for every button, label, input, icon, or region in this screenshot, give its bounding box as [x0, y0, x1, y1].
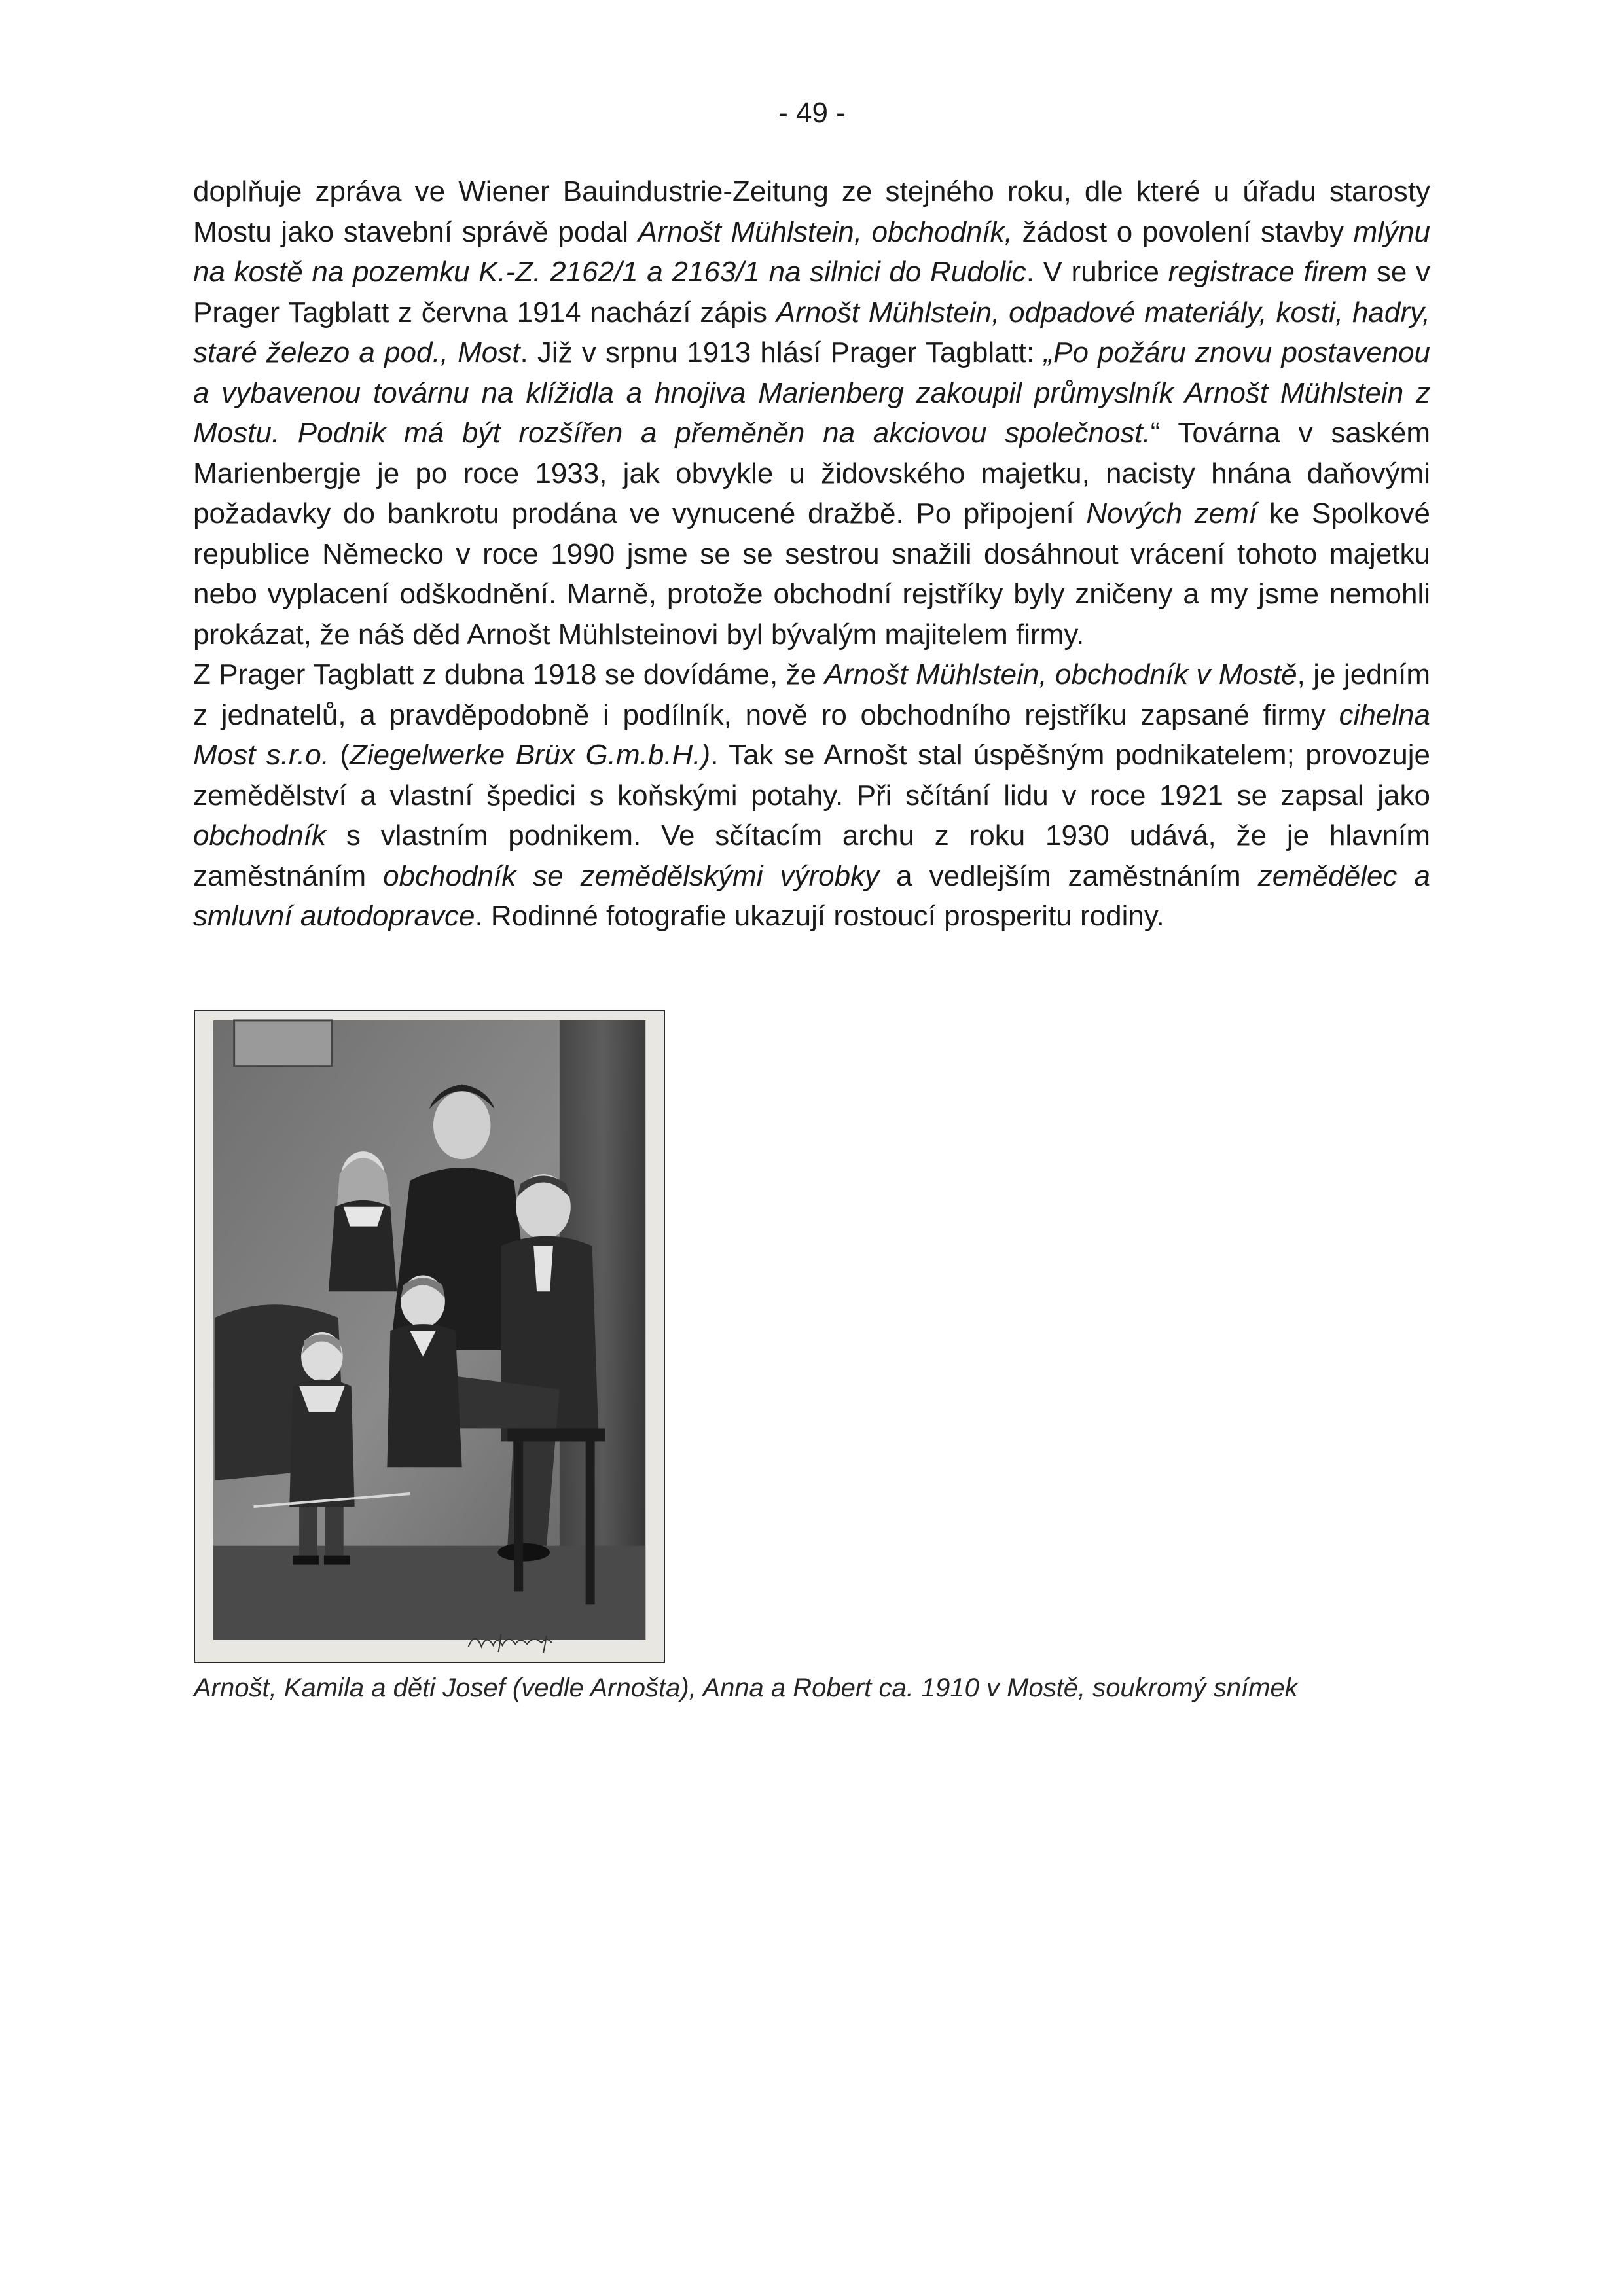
- text-run: s vlastním podnikem. Ve sčítacím archu z roku 1930 udává, že je hlavním zaměstnáním: [193, 819, 1430, 892]
- text-run: ke Spolkové republice Německo v roce 1990 jsme se se sestrou snažili dosáhnout vrácení tohoto majetku nebo vyplacení odškodnění. Marně, protože obchodní rejstříky byly zničeny a my jsme nemohli prokázat, že náš děd Arnošt Mühlsteinovi byl bývalým majitelem firmy.: [193, 497, 1430, 651]
- italic-run: Arnošt Mühlstein, obchodník v Mostě: [824, 658, 1297, 691]
- text-run: “ Továrna v saském Marienbergje je po roce 1933, jak obvykle u židovského majetku, nacisty hnána daňovými požadavky do bankrotu prodána ve vynucené dražbě. Po připojení: [193, 417, 1430, 529]
- text-run: . Již v srpnu 1913 hlásí Prager Tagblatt:: [520, 336, 1044, 368]
- text-run: se v Prager Tagblatt z června 1914 nachází zápis: [193, 256, 1431, 329]
- italic-run: mlýnu na kostě na pozemku K.-Z. 2162/1 a 2163/1 na silnici do Rudolic: [193, 215, 1430, 288]
- italic-run: registrace firem: [1168, 256, 1368, 288]
- paragraph-1: [193, 171, 1430, 655]
- italic-run: zemědělec a smluvní autodopravce: [193, 859, 1430, 932]
- text-run: žádost o povolení stavby: [1012, 215, 1354, 248]
- text-run: doplňuje zpráva ve Wiener Bauindustrie-Zeitung ze stejného roku, dle které u úřadu starosty Mostu jako stavební správě podal: [193, 175, 1430, 248]
- text-run: . V rubrice: [1026, 256, 1168, 288]
- italic-run: cihelna Most s.r.o.: [193, 698, 1430, 771]
- italic-run: obchodník se zemědělskými výrobky: [383, 859, 880, 892]
- text-run: a vedlejším zaměstnáním: [879, 859, 1258, 892]
- text-run: . Tak se Arnošt stal úspěšným podnikatelem; provozuje zemědělství a vlastní špedici s koňskými potahy. Při sčítání lidu v roce 1921 se zapsal jako: [193, 739, 1430, 812]
- italic-run: Ziegelwerke Brüx G.m.b.H.): [350, 739, 711, 771]
- text-run: , je jedním z jednatelů, a pravděpodobně i podílník, nově ro obchodního rejstříku zapsané firmy: [193, 658, 1430, 731]
- page-number: - 49 -: [778, 97, 846, 129]
- paragraph-2: [193, 655, 1430, 937]
- italic-run: Arnošt Mühlstein, odpadové materiály, kosti, hadry, staré železo a pod., Most: [193, 296, 1430, 368]
- text-run: Z Prager Tagblatt z dubna 1918 se dovídáme, že: [193, 658, 825, 691]
- italic-run: „Po požáru znovu postavenou a vybavenou továrnu na klížidla a hnojiva Marienberg zakoupil průmyslník Arnošt Mühlstein z Mostu. Podnik má být rozšířen a přeměněn na akciovou společnost.: [193, 336, 1430, 449]
- text-run: . Rodinné fotografie ukazují rostoucí prosperitu rodiny.: [475, 900, 1164, 932]
- italic-run: Nových zemí: [1086, 497, 1257, 529]
- photo-caption: Arnošt, Kamila a děti Josef (vedle Arnošta), Anna a Robert ca. 1910 v Mostě, soukromý snímek: [194, 1674, 1298, 1702]
- family-photograph: [194, 1010, 665, 1663]
- italic-run: Arnošt Mühlstein, obchodník,: [638, 215, 1013, 248]
- italic-run: obchodník: [193, 819, 327, 852]
- text-run: (: [329, 739, 350, 771]
- body-text: [193, 171, 1430, 937]
